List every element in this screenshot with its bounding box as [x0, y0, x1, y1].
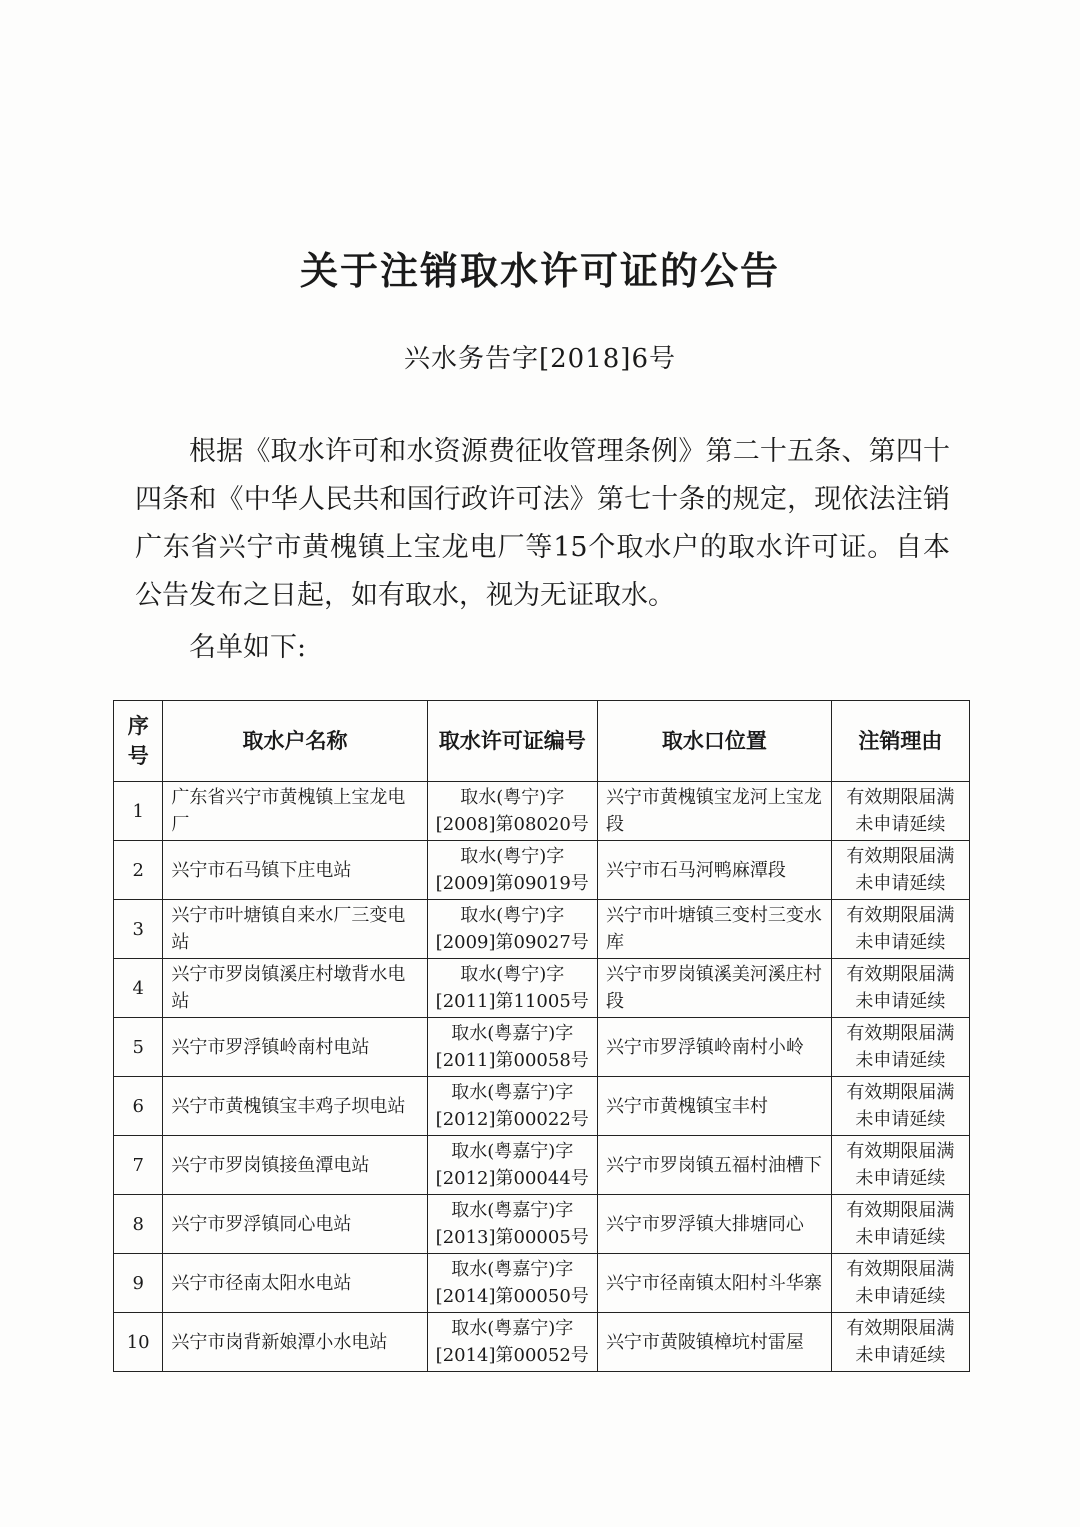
row-no: 10 [114, 1313, 163, 1372]
table-row [114, 1136, 970, 1195]
row-reason: 有效期限届满未申请延续 [831, 1313, 969, 1372]
row-no: 4 [114, 959, 163, 1018]
row-permit: 取水(粤嘉宁)字[2012]第00022号 [427, 1077, 597, 1136]
row-reason: 有效期限届满未申请延续 [831, 782, 969, 841]
row-name: 兴宁市径南太阳水电站 [163, 1254, 427, 1313]
table-row [114, 1018, 970, 1077]
row-permit: 取水(粤宁)字[2011]第11005号 [427, 959, 597, 1018]
table-row [114, 959, 970, 1018]
row-location: 兴宁市罗岗镇五福村油槽下 [597, 1136, 831, 1195]
notice-title: 关于注销取水许可证的公告 [299, 249, 780, 293]
row-location: 兴宁市罗岗镇溪美河溪庄村段 [597, 959, 831, 1018]
row-location: 兴宁市罗浮镇岭南村小岭 [597, 1018, 831, 1077]
body-paragraph: 根据《取水许可和水资源费征收管理条例》第二十五条、第四十四条和《中华人民共和国行政许可法》第七十条的规定，现依法注销广东省兴宁市黄槐镇上宝龙电厂等15个取水户的取水许可证。自本公告发布之日起，如有取水，视为无证取水。 [135, 436, 950, 611]
row-location: 兴宁市石马河鸭麻潭段 [597, 841, 831, 900]
row-location: 兴宁市径南镇太阳村斗华寨 [597, 1254, 831, 1313]
row-name: 兴宁市罗岗镇溪庄村墩背水电站 [163, 959, 427, 1018]
row-location: 兴宁市罗浮镇大排塘同心 [597, 1195, 831, 1254]
row-reason: 有效期限届满未申请延续 [831, 1254, 969, 1313]
table-row [114, 1077, 970, 1136]
row-name: 兴宁市罗浮镇岭南村电站 [163, 1018, 427, 1077]
document-number: 兴水务告字[2018]6号 [404, 344, 676, 374]
row-permit: 取水(粤宁)字[2009]第09027号 [427, 900, 597, 959]
table-row [114, 841, 970, 900]
row-permit: 取水(粤宁)字[2008]第08020号 [427, 782, 597, 841]
row-no: 6 [114, 1077, 163, 1136]
header-location: 取水口位置 [597, 701, 831, 782]
table-row [114, 1313, 970, 1372]
row-location: 兴宁市黄槐镇宝龙河上宝龙段 [597, 782, 831, 841]
permit-table [113, 700, 970, 1372]
table-row [114, 1254, 970, 1313]
row-reason: 有效期限届满未申请延续 [831, 959, 969, 1018]
header-permit: 取水许可证编号 [427, 701, 597, 782]
row-permit: 取水(粤嘉宁)字[2011]第00058号 [427, 1018, 597, 1077]
row-no: 2 [114, 841, 163, 900]
row-reason: 有效期限届满未申请延续 [831, 1136, 969, 1195]
row-permit: 取水(粤嘉宁)字[2014]第00050号 [427, 1254, 597, 1313]
table-row [114, 1195, 970, 1254]
row-name: 兴宁市罗浮镇同心电站 [163, 1195, 427, 1254]
row-reason: 有效期限届满未申请延续 [831, 1077, 969, 1136]
row-name: 兴宁市叶塘镇自来水厂三变电站 [163, 900, 427, 959]
row-reason: 有效期限届满未申请延续 [831, 900, 969, 959]
row-name: 兴宁市岗背新娘潭小水电站 [163, 1313, 427, 1372]
row-permit: 取水(粤嘉宁)字[2014]第00052号 [427, 1313, 597, 1372]
table-row [114, 900, 970, 959]
row-location: 兴宁市叶塘镇三变村三变水库 [597, 900, 831, 959]
row-no: 9 [114, 1254, 163, 1313]
row-no: 3 [114, 900, 163, 959]
row-name: 兴宁市黄槐镇宝丰鸡子坝电站 [163, 1077, 427, 1136]
row-permit: 取水(粤宁)字[2009]第09019号 [427, 841, 597, 900]
row-location: 兴宁市黄槐镇宝丰村 [597, 1077, 831, 1136]
table-row [114, 782, 970, 841]
header-name: 取水户名称 [163, 701, 427, 782]
row-reason: 有效期限届满未申请延续 [831, 841, 969, 900]
row-no: 1 [114, 782, 163, 841]
row-no: 8 [114, 1195, 163, 1254]
row-name: 兴宁市石马镇下庄电站 [163, 841, 427, 900]
row-no: 5 [114, 1018, 163, 1077]
header-reason: 注销理由 [831, 701, 969, 782]
row-permit: 取水(粤嘉宁)字[2013]第00005号 [427, 1195, 597, 1254]
row-permit: 取水(粤嘉宁)字[2012]第00044号 [427, 1136, 597, 1195]
list-intro: 名单如下: [189, 632, 307, 663]
row-name: 兴宁市罗岗镇接鱼潭电站 [163, 1136, 427, 1195]
row-location: 兴宁市黄陂镇樟坑村雷屋 [597, 1313, 831, 1372]
header-no: 序号 [114, 701, 163, 782]
row-name: 广东省兴宁市黄槐镇上宝龙电厂 [163, 782, 427, 841]
row-no: 7 [114, 1136, 163, 1195]
table-header-row [114, 701, 970, 782]
row-reason: 有效期限届满未申请延续 [831, 1018, 969, 1077]
row-reason: 有效期限届满未申请延续 [831, 1195, 969, 1254]
